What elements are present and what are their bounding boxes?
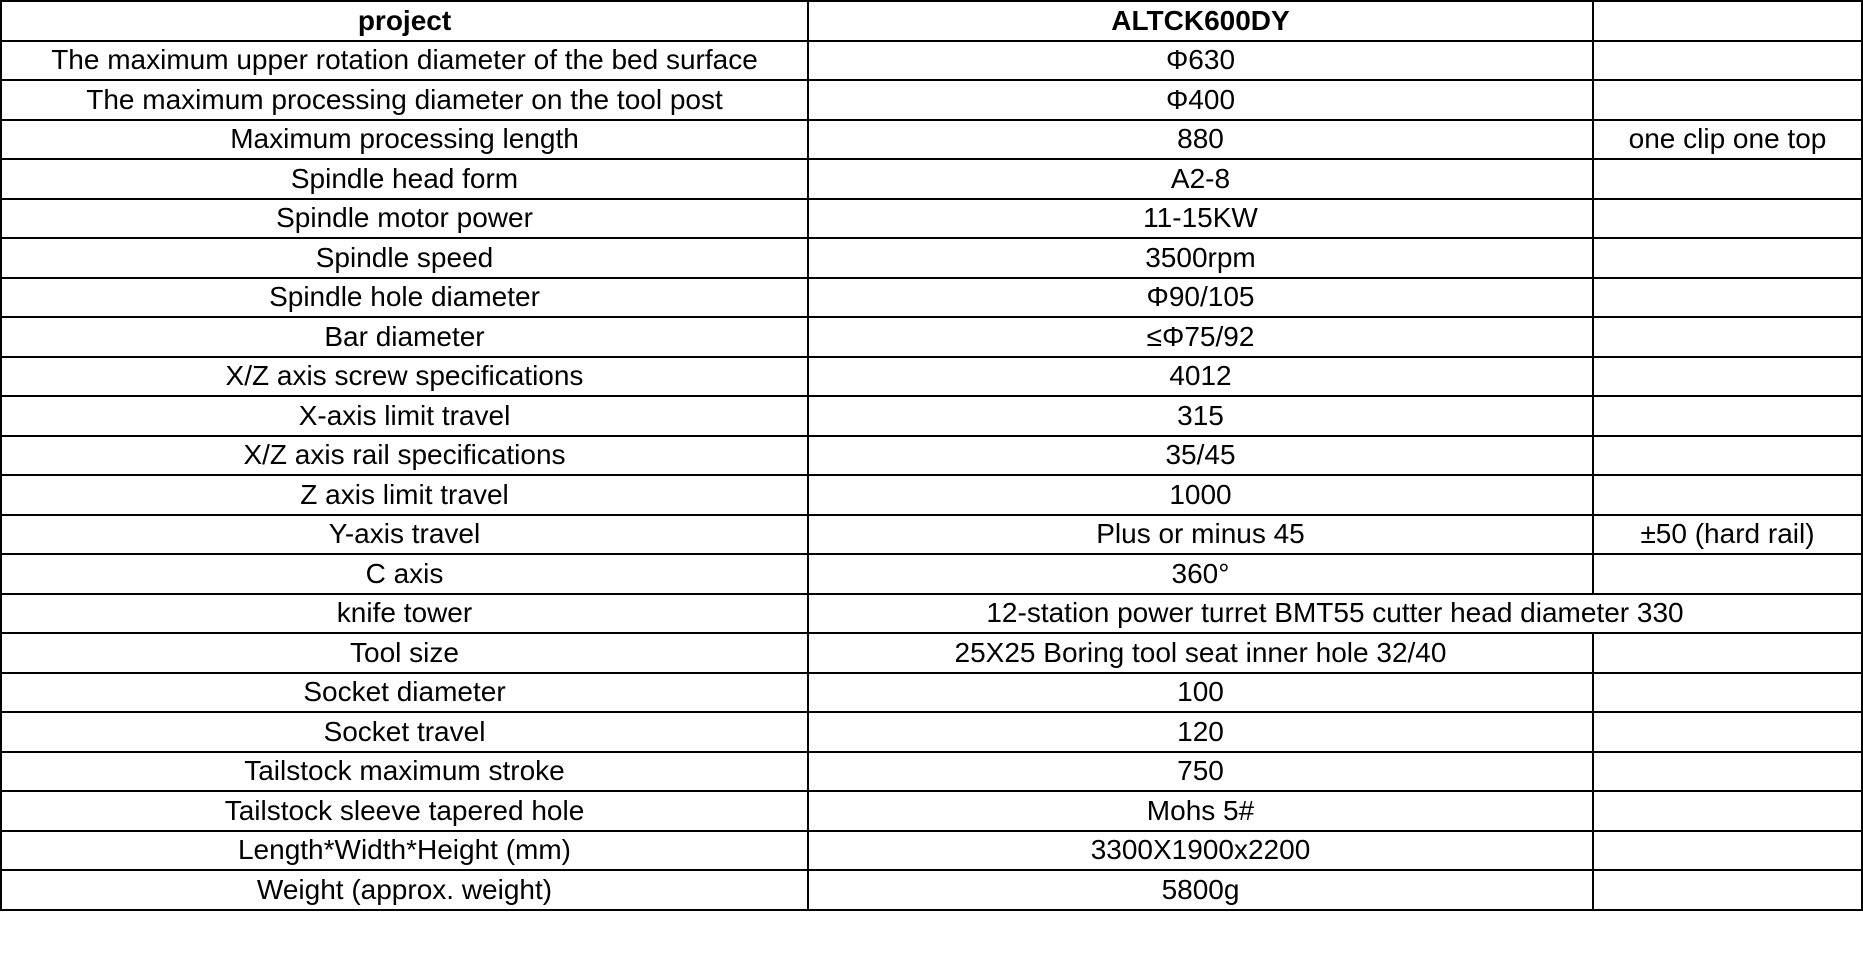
- param-cell: X/Z axis screw specifications: [1, 357, 808, 397]
- value-cell: 750: [808, 752, 1593, 792]
- param-cell: Spindle head form: [1, 159, 808, 199]
- table-row: [1, 436, 1862, 476]
- param-cell: Spindle motor power: [1, 199, 808, 239]
- note-cell: [1593, 554, 1862, 594]
- table-row: [1, 199, 1862, 239]
- table-row: [1, 673, 1862, 713]
- spec-table-body: [1, 1, 1862, 910]
- note-cell: ±50 (hard rail): [1593, 515, 1862, 555]
- note-cell: [1593, 238, 1862, 278]
- param-cell: Tailstock maximum stroke: [1, 752, 808, 792]
- table-row: [1, 554, 1862, 594]
- header-project: project: [1, 1, 808, 41]
- param-cell: Socket diameter: [1, 673, 808, 713]
- param-cell: Length*Width*Height (mm): [1, 831, 808, 871]
- table-row: [1, 475, 1862, 515]
- note-cell: [1593, 41, 1862, 81]
- value-cell: Φ400: [808, 80, 1593, 120]
- value-cell: 360°: [808, 554, 1593, 594]
- value-cell: 4012: [808, 357, 1593, 397]
- table-row: [1, 120, 1862, 160]
- table-row: [1, 396, 1862, 436]
- param-cell: C axis: [1, 554, 808, 594]
- note-cell: [1593, 712, 1862, 752]
- value-cell: Mohs 5#: [808, 791, 1593, 831]
- note-cell: one clip one top: [1593, 120, 1862, 160]
- value-cell: Φ630: [808, 41, 1593, 81]
- param-cell: Spindle speed: [1, 238, 808, 278]
- table-row: [1, 870, 1862, 910]
- note-cell: [1593, 317, 1862, 357]
- param-cell: Maximum processing length: [1, 120, 808, 160]
- table-row: [1, 41, 1862, 81]
- value-cell: 25X25 Boring tool seat inner hole 32/40: [808, 633, 1593, 673]
- note-cell: [1593, 80, 1862, 120]
- table-row: [1, 159, 1862, 199]
- param-cell: Y-axis travel: [1, 515, 808, 555]
- value-cell: 315: [808, 396, 1593, 436]
- note-cell: [1593, 436, 1862, 476]
- value-cell: Φ90/105: [808, 278, 1593, 318]
- param-cell: The maximum processing diameter on the tool post: [1, 80, 808, 120]
- value-cell: 1000: [808, 475, 1593, 515]
- note-cell: [1593, 673, 1862, 713]
- table-row: [1, 278, 1862, 318]
- value-cell: 3300X1900x2200: [808, 831, 1593, 871]
- note-cell: [1593, 752, 1862, 792]
- table-row: [1, 238, 1862, 278]
- param-cell: Tailstock sleeve tapered hole: [1, 791, 808, 831]
- param-cell: Tool size: [1, 633, 808, 673]
- value-cell: 12-station power turret BMT55 cutter head diameter 330: [808, 594, 1862, 634]
- param-cell: Socket travel: [1, 712, 808, 752]
- value-cell: 5800g: [808, 870, 1593, 910]
- value-cell: 100: [808, 673, 1593, 713]
- table-row: [1, 633, 1862, 673]
- value-cell: 11-15KW: [808, 199, 1593, 239]
- table-row: [1, 80, 1862, 120]
- table-row: [1, 357, 1862, 397]
- param-cell: X/Z axis rail specifications: [1, 436, 808, 476]
- note-cell: [1593, 633, 1862, 673]
- value-cell: 880: [808, 120, 1593, 160]
- note-cell: [1593, 396, 1862, 436]
- table-row: [1, 594, 1862, 634]
- param-cell: Z axis limit travel: [1, 475, 808, 515]
- param-cell: Bar diameter: [1, 317, 808, 357]
- value-cell: 35/45: [808, 436, 1593, 476]
- note-cell: [1593, 278, 1862, 318]
- param-cell: Spindle hole diameter: [1, 278, 808, 318]
- table-row: [1, 712, 1862, 752]
- note-cell: [1593, 831, 1862, 871]
- note-cell: [1593, 475, 1862, 515]
- header-model: ALTCK600DY: [808, 1, 1593, 41]
- param-cell: knife tower: [1, 594, 808, 634]
- value-cell: Plus or minus 45: [808, 515, 1593, 555]
- note-cell: [1593, 199, 1862, 239]
- param-cell: Weight (approx. weight): [1, 870, 808, 910]
- note-cell: [1593, 357, 1862, 397]
- table-row: [1, 791, 1862, 831]
- value-cell: A2-8: [808, 159, 1593, 199]
- table-header-row: [1, 1, 1862, 41]
- value-cell: 120: [808, 712, 1593, 752]
- param-cell: The maximum upper rotation diameter of the bed surface: [1, 41, 808, 81]
- header-note: [1593, 1, 1862, 41]
- table-row: [1, 515, 1862, 555]
- param-cell: X-axis limit travel: [1, 396, 808, 436]
- note-cell: [1593, 791, 1862, 831]
- value-cell: 3500rpm: [808, 238, 1593, 278]
- table-row: [1, 831, 1862, 871]
- table-row: [1, 317, 1862, 357]
- note-cell: [1593, 159, 1862, 199]
- table-row: [1, 752, 1862, 792]
- note-cell: [1593, 870, 1862, 910]
- value-cell: ≤Φ75/92: [808, 317, 1593, 357]
